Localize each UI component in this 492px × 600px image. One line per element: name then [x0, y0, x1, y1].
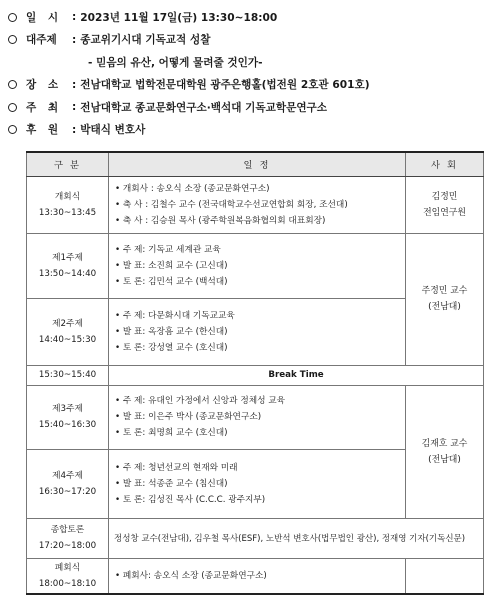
- info-value: 전남대학교 법학전문대학원 광주은행홀(법전원 2호관 601호): [80, 79, 370, 92]
- info-value: 종교위기시대 기독교적 성찰: [80, 34, 211, 47]
- session-cell: 제1주제 13:50~14:40: [27, 233, 109, 298]
- break-time-cell: Break Time: [109, 365, 484, 385]
- table-row: [27, 176, 484, 233]
- session-cell: 폐회식 18:00~18:10: [27, 558, 109, 594]
- circle-bullet-icon: [8, 125, 17, 134]
- session-cell: 개회식 13:30~13:45: [27, 176, 109, 233]
- chair-cell: 김정민 전임연구원: [406, 176, 484, 233]
- schedule-item: • 축 사 : 김승원 목사 (광주학원복음화협의회 대표회장): [115, 215, 326, 226]
- schedule-item: • 발 표: 소진희 교수 (고신대): [115, 260, 228, 271]
- table-row: [27, 365, 484, 385]
- info-sponsor: 후 원 : 박태식 변호사: [8, 119, 492, 142]
- info-value: - 믿음의 유산, 어떻게 물려줄 것인가-: [88, 56, 263, 69]
- schedule-item: • 개회사 : 송오식 소장 (종교문화연구소): [115, 183, 270, 194]
- info-host: 주 최 : 전남대학교 종교문화연구소·백석대 기독교학문연구소: [8, 96, 492, 119]
- schedule-item: • 토 론: 최명희 교수 (호신대): [115, 428, 228, 438]
- circle-bullet-icon: [8, 35, 17, 44]
- event-info: [0, 0, 492, 141]
- session-cell: 제2주제 14:40~15:30: [27, 298, 109, 365]
- info-label: 주 최: [26, 101, 63, 114]
- schedule-item: • 폐회사: 송오식 소장 (종교문화연구소): [115, 570, 267, 581]
- info-label: 후 원: [26, 124, 63, 137]
- table-header-row: [27, 152, 484, 176]
- schedule-item: • 주 제: 청년선교의 현재와 미래: [115, 462, 238, 473]
- chair-cell: 김재호 교수 (전남대): [406, 385, 484, 518]
- info-label: 대주제: [26, 34, 57, 47]
- schedule-cell: [109, 558, 406, 594]
- session-cell: 제3주제 15:40~16:30: [27, 385, 109, 449]
- schedule-cell: [109, 385, 406, 449]
- table-row: [27, 233, 484, 298]
- schedule-table: [26, 151, 484, 595]
- schedule-item: • 토 론: 김성진 목사 (C.C.C. 광주지부): [115, 494, 266, 505]
- schedule-cell: [109, 298, 406, 365]
- chair-cell: [406, 558, 484, 594]
- session-cell: 15:30~15:40: [27, 365, 109, 385]
- circle-bullet-icon: [8, 13, 17, 22]
- schedule-item: • 발 표: 석종준 교수 (침신대): [115, 478, 228, 489]
- circle-bullet-icon: [8, 103, 17, 112]
- schedule-cell: [109, 176, 406, 233]
- info-value: 2023년 11월 17일(금) 13:30~18:00: [80, 11, 278, 24]
- header-chair: 사 회: [406, 152, 484, 176]
- schedule-item: • 주 제: 유대인 가정에서 신앙과 정체성 교육: [115, 396, 286, 406]
- chair-cell: 주정민 교수 (전남대): [406, 233, 484, 365]
- info-subtheme: [8, 51, 492, 74]
- header-session: 구 분: [27, 152, 109, 176]
- schedule-cell: [109, 233, 406, 298]
- schedule-item: • 주 제: 기독교 세계관 교육: [115, 244, 221, 255]
- schedule-item: • 축 사 : 김철수 교수 (전국대학교수선교연합회 회장, 조선대): [115, 199, 348, 210]
- discussion-panel-cell: 정성창 교수(전남대), 김우철 목사(ESF), 노반석 변호사(법무법인 광산), 정재영 기자(기독신문): [109, 518, 484, 558]
- session-cell: 종합토론 17:20~18:00: [27, 518, 109, 558]
- table-row: [27, 385, 484, 449]
- session-cell: 제4주제 16:30~17:20: [27, 449, 109, 518]
- schedule-item: • 주 제: 다문화시대 기독교교육: [115, 310, 235, 321]
- info-venue: 장 소 : 전남대학교 법학전문대학원 광주은행홀(법전원 2호관 601호): [8, 74, 492, 97]
- circle-bullet-icon: [8, 80, 17, 89]
- schedule-item: • 발 표: 이은주 박사 (종교문화연구소): [115, 412, 262, 422]
- info-label: 장 소: [26, 79, 63, 92]
- schedule-item: • 토 론: 강성열 교수 (호신대): [115, 342, 228, 353]
- info-value: 전남대학교 종교문화연구소·백석대 기독교학문연구소: [80, 101, 328, 114]
- table-row: [27, 518, 484, 558]
- info-theme: 대주제 : 종교위기시대 기독교적 성찰: [8, 29, 492, 52]
- schedule-item: • 발 표: 옥장흠 교수 (한신대): [115, 326, 228, 337]
- header-schedule: 일 정: [109, 152, 406, 176]
- info-date: 일 시 : 2023년 11월 17일(금) 13:30~18:00: [8, 6, 492, 29]
- info-label: 일 시: [26, 11, 63, 24]
- info-value: 박태식 변호사: [80, 124, 146, 137]
- table-row: [27, 558, 484, 594]
- schedule-cell: [109, 449, 406, 518]
- schedule-item: • 토 론: 김민석 교수 (백석대): [115, 276, 228, 287]
